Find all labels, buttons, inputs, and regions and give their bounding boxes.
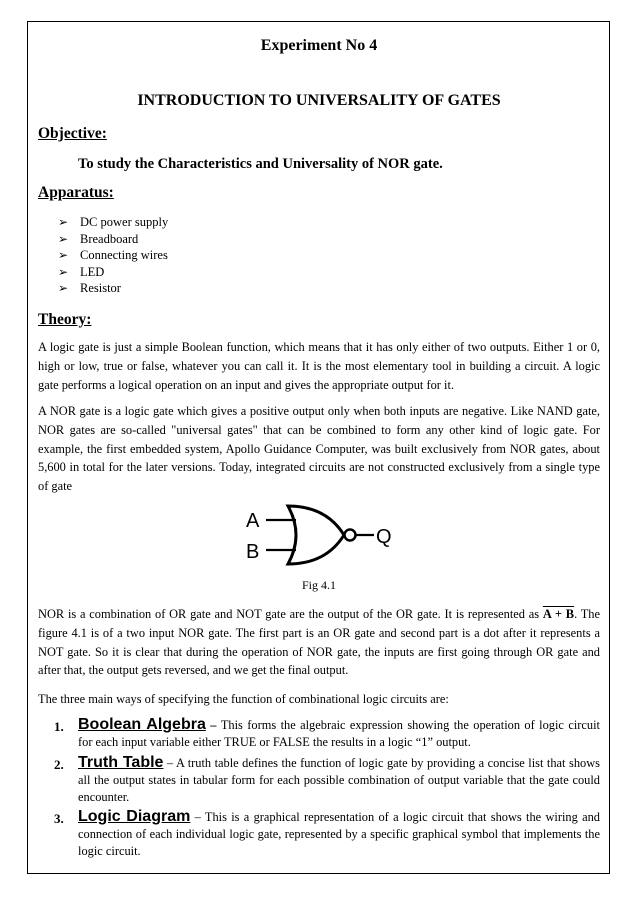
experiment-number: Experiment No 4 [260, 37, 378, 54]
arrow-bullet-icon: ➢ [58, 281, 69, 295]
objective-heading: Objective: [38, 125, 107, 142]
list-item [58, 280, 168, 297]
theory-paragraph-1: A logic gate is just a simple Boolean function, which means that it has only either of two outputs. Either 1 or 0, high or low, true or false, whatever you can call it. It is the most elementary tool in building a circuit. A logic gate performs a logical operation on an input and gives the appropriate output for it. [38, 340, 600, 392]
apparatus-item: Breadboard [80, 231, 139, 246]
page-title: INTRODUCTION TO UNIVERSALITY OF GATES [137, 92, 501, 109]
output-q-label: Q [376, 526, 392, 548]
apparatus-item: LED [80, 264, 105, 279]
list-item [54, 808, 600, 860]
theory-heading: Theory: [38, 311, 92, 328]
ways-intro: The three main ways of specifying the function of combinational logic circuits are: [38, 692, 449, 706]
arrow-bullet-icon: ➢ [58, 264, 69, 279]
list-item [58, 264, 168, 281]
list-item [58, 247, 168, 264]
apparatus-item: Connecting wires [80, 248, 168, 262]
separator: – [163, 756, 176, 770]
objective-text: To study the Characteristics and Universality of NOR gate. [78, 156, 443, 172]
list-item [58, 214, 168, 231]
separator: – [190, 810, 205, 824]
nor-expression: A + B [542, 607, 575, 621]
theory-paragraph-2: A NOR gate is a logic gate which gives a positive output only when both inputs are negative. Like NAND gate, NOR gates are so-called "universal gates" that can be combined to form any other kind of logic gate. For example, the first embedded system, Apollo Guidance Computer, was built exclusively from NOR gates, about 5,600 in total for the later versions. Today, integrated circuits are not constructed exclusively from a single type of gate [38, 404, 600, 494]
list-item [54, 716, 600, 751]
text-run: . The figure 4.1 is of a two input NOR gate. The first part is an OR gate and second part is a dot after it represents a NOT gate. So it is clear that during the operation of NOR gate, the inputs are first going through OR gate and after that, the output gets reversed, and we get the final output. [38, 607, 600, 678]
list-item [58, 231, 168, 248]
nor-gate-diagram [236, 500, 406, 570]
arrow-bullet-icon: ➢ [58, 215, 69, 229]
arrow-bullet-icon: ➢ [58, 248, 69, 262]
list-item [54, 754, 600, 806]
apparatus-list [58, 214, 168, 297]
term-logic-diagram: Logic Diagram [78, 808, 191, 825]
arrow-bullet-icon: ➢ [58, 231, 69, 246]
term-boolean-algebra: Boolean Algebra [78, 716, 206, 733]
item-number: 3. [54, 811, 64, 826]
item-text: This forms the algebraic expression showing the operation of logic circuit for each input variable either TRUE or FALSE the results in a logic “1” output. [78, 718, 600, 749]
item-text: This is a graphical representation of a logic circuit that shows the wiring and connection of each individual logic gate, represented by a specific graphical symbol that implements the logic circuit. [78, 810, 600, 858]
input-a-label: A [246, 510, 260, 532]
input-b-label: B [246, 541, 260, 563]
apparatus-item: Resistor [80, 281, 121, 295]
apparatus-item: DC power supply [80, 215, 169, 229]
item-text: A truth table defines the function of logic gate by providing a concise list that shows all the output states in tabular form for each possible combination of output variable that the gate could encounter. [78, 756, 600, 804]
or-gate-body [288, 506, 344, 564]
text-run: NOR is a combination of OR gate and NOT gate are the output of the OR gate. It is represented as [38, 607, 543, 621]
item-number: 2. [54, 757, 64, 772]
not-bubble [345, 530, 356, 541]
description-paragraph [38, 605, 600, 680]
term-truth-table: Truth Table [78, 754, 164, 771]
separator: – [205, 718, 221, 732]
apparatus-heading: Apparatus: [38, 184, 114, 201]
figure-caption: Fig 4.1 [301, 578, 336, 592]
item-number: 1. [54, 719, 64, 734]
